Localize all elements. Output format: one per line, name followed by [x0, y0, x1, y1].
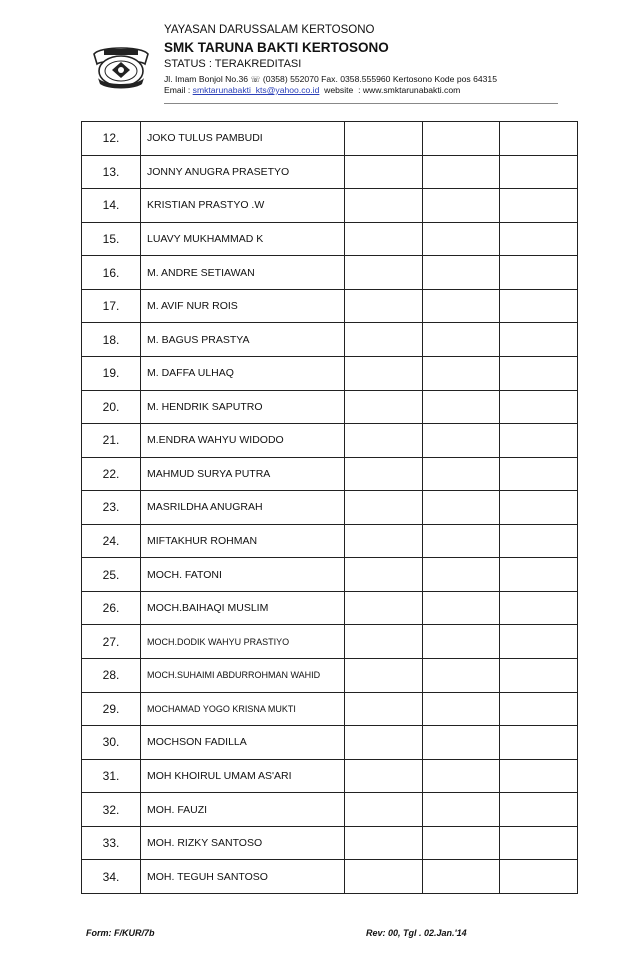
table-row [82, 591, 578, 625]
blank-cell[interactable] [423, 155, 500, 189]
blank-cell[interactable] [423, 457, 500, 491]
table-row [82, 692, 578, 726]
blank-cell[interactable] [345, 726, 423, 760]
table-row [82, 659, 578, 693]
contact-line [164, 85, 497, 96]
blank-cell[interactable] [345, 826, 423, 860]
row-number: 27. [82, 625, 141, 659]
student-name: KRISTIAN PRASTYO .W [141, 189, 345, 223]
student-name: LUAVY MUKHAMMAD K [141, 222, 345, 256]
header-divider [164, 103, 558, 104]
row-number: 25. [82, 558, 141, 592]
student-name: M. DAFFA ULHAQ [141, 356, 345, 390]
blank-cell[interactable] [500, 289, 578, 323]
table-row [82, 726, 578, 760]
student-name: MOCH. FATONI [141, 558, 345, 592]
blank-cell[interactable] [345, 457, 423, 491]
blank-cell[interactable] [500, 424, 578, 458]
blank-cell[interactable] [345, 122, 423, 156]
blank-cell[interactable] [345, 659, 423, 693]
blank-cell[interactable] [500, 692, 578, 726]
blank-cell[interactable] [345, 491, 423, 525]
blank-cell[interactable] [423, 390, 500, 424]
blank-cell[interactable] [423, 356, 500, 390]
blank-cell[interactable] [500, 591, 578, 625]
blank-cell[interactable] [423, 122, 500, 156]
blank-cell[interactable] [423, 222, 500, 256]
blank-cell[interactable] [423, 625, 500, 659]
foundation-name: YAYASAN DARUSSALAM KERTOSONO [164, 24, 375, 36]
blank-cell[interactable] [345, 256, 423, 290]
blank-cell[interactable] [500, 524, 578, 558]
row-number: 32. [82, 793, 141, 827]
blank-cell[interactable] [500, 222, 578, 256]
address-text: Jl. Imam Bonjol No.36 [164, 74, 249, 84]
row-number: 24. [82, 524, 141, 558]
blank-cell[interactable] [500, 759, 578, 793]
blank-cell[interactable] [423, 491, 500, 525]
blank-cell[interactable] [345, 524, 423, 558]
row-number: 14. [82, 189, 141, 223]
table-row [82, 759, 578, 793]
blank-cell[interactable] [500, 826, 578, 860]
student-name: M. ANDRE SETIAWAN [141, 256, 345, 290]
table-row [82, 826, 578, 860]
student-name: MAHMUD SURYA PUTRA [141, 457, 345, 491]
blank-cell[interactable] [423, 726, 500, 760]
blank-cell[interactable] [423, 524, 500, 558]
blank-cell[interactable] [500, 122, 578, 156]
student-name: MOH KHOIRUL UMAM AS'ARI [141, 759, 345, 793]
blank-cell[interactable] [345, 155, 423, 189]
website-text: website : www.smktarunabakti.com [319, 85, 461, 95]
table-row [82, 356, 578, 390]
blank-cell[interactable] [423, 189, 500, 223]
student-name: M. HENDRIK SAPUTRO [141, 390, 345, 424]
blank-cell[interactable] [500, 189, 578, 223]
row-number: 13. [82, 155, 141, 189]
letterhead [0, 0, 638, 110]
table-row [82, 524, 578, 558]
contact-text: (0358) 552070 Fax. 0358.555960 Kertosono Kode pos 64315 [262, 74, 497, 84]
row-number: 22. [82, 457, 141, 491]
student-name: MOH. TEGUH SANTOSO [141, 860, 345, 894]
student-name: JOKO TULUS PAMBUDI [141, 122, 345, 156]
row-number: 16. [82, 256, 141, 290]
blank-cell[interactable] [345, 323, 423, 357]
blank-cell[interactable] [500, 726, 578, 760]
blank-cell[interactable] [423, 424, 500, 458]
student-name: M.ENDRA WAHYU WIDODO [141, 424, 345, 458]
blank-cell[interactable] [345, 189, 423, 223]
table-row [82, 558, 578, 592]
student-name: MOH. RIZKY SANTOSO [141, 826, 345, 860]
blank-cell[interactable] [345, 356, 423, 390]
row-number: 17. [82, 289, 141, 323]
blank-cell[interactable] [423, 591, 500, 625]
blank-cell[interactable] [423, 289, 500, 323]
address-line [164, 74, 497, 85]
student-name: JONNY ANUGRA PRASETYO [141, 155, 345, 189]
blank-cell[interactable] [345, 424, 423, 458]
row-number: 26. [82, 591, 141, 625]
blank-cell[interactable] [500, 659, 578, 693]
table-row [82, 222, 578, 256]
blank-cell[interactable] [345, 289, 423, 323]
blank-cell[interactable] [500, 256, 578, 290]
student-name: M. AVIF NUR ROIS [141, 289, 345, 323]
blank-cell[interactable] [345, 558, 423, 592]
form-code: Form: F/KUR/7b [86, 928, 155, 938]
blank-cell[interactable] [345, 692, 423, 726]
student-name: MOCH.SUHAIMI ABDURROHMAN WAHID [141, 659, 345, 693]
accreditation-status: STATUS : TERAKREDITASI [164, 58, 302, 70]
blank-cell[interactable] [500, 860, 578, 894]
row-number: 30. [82, 726, 141, 760]
blank-cell[interactable] [423, 759, 500, 793]
blank-cell[interactable] [423, 826, 500, 860]
blank-cell[interactable] [345, 591, 423, 625]
school-logo [90, 40, 152, 90]
student-name: MOH. FAUZI [141, 793, 345, 827]
row-number: 20. [82, 390, 141, 424]
student-name: MIFTAKHUR ROHMAN [141, 524, 345, 558]
blank-cell[interactable] [345, 222, 423, 256]
table-row [82, 289, 578, 323]
row-number: 23. [82, 491, 141, 525]
blank-cell[interactable] [500, 356, 578, 390]
blank-cell[interactable] [423, 256, 500, 290]
table-row [82, 189, 578, 223]
table-row [82, 256, 578, 290]
row-number: 33. [82, 826, 141, 860]
email-label: Email : [164, 85, 193, 95]
blank-cell[interactable] [423, 793, 500, 827]
blank-cell[interactable] [345, 759, 423, 793]
email-link[interactable]: smktarunabakti_kts@yahoo.co.id [192, 85, 320, 95]
row-number: 34. [82, 860, 141, 894]
blank-cell[interactable] [423, 323, 500, 357]
blank-cell[interactable] [500, 323, 578, 357]
table-row [82, 457, 578, 491]
student-name: MOCHAMAD YOGO KRISNA MUKTI [141, 692, 345, 726]
student-name: MOCH.BAIHAQI MUSLIM [141, 591, 345, 625]
row-number: 21. [82, 424, 141, 458]
revision-info: Rev: 00, Tgl . 02.Jan.'14 [366, 928, 467, 938]
student-name: M. BAGUS PRASTYA [141, 323, 345, 357]
table-row [82, 793, 578, 827]
blank-cell[interactable] [345, 860, 423, 894]
blank-cell[interactable] [345, 793, 423, 827]
student-name: MOCHSON FADILLA [141, 726, 345, 760]
blank-cell[interactable] [500, 155, 578, 189]
blank-cell[interactable] [500, 558, 578, 592]
table-row [82, 155, 578, 189]
blank-cell[interactable] [500, 625, 578, 659]
row-number: 18. [82, 323, 141, 357]
row-number: 31. [82, 759, 141, 793]
row-number: 28. [82, 659, 141, 693]
blank-cell[interactable] [500, 793, 578, 827]
row-number: 15. [82, 222, 141, 256]
table-row [82, 491, 578, 525]
blank-cell[interactable] [345, 390, 423, 424]
phone-icon: ☏ [250, 75, 261, 84]
blank-cell[interactable] [345, 625, 423, 659]
table-row [82, 122, 578, 156]
blank-cell[interactable] [500, 491, 578, 525]
table-row [82, 390, 578, 424]
row-number: 19. [82, 356, 141, 390]
blank-cell[interactable] [423, 558, 500, 592]
student-name: MOCH.DODIK WAHYU PRASTIYO [141, 625, 345, 659]
row-number: 12. [82, 122, 141, 156]
blank-cell[interactable] [423, 659, 500, 693]
table-row [82, 323, 578, 357]
student-name: MASRILDHA ANUGRAH [141, 491, 345, 525]
blank-cell[interactable] [500, 457, 578, 491]
row-number: 29. [82, 692, 141, 726]
blank-cell[interactable] [423, 860, 500, 894]
table-row [82, 625, 578, 659]
table-row [82, 860, 578, 894]
blank-cell[interactable] [423, 692, 500, 726]
blank-cell[interactable] [500, 390, 578, 424]
student-roster-table [81, 121, 578, 894]
table-row [82, 424, 578, 458]
school-name: SMK TARUNA BAKTI KERTOSONO [164, 40, 389, 55]
